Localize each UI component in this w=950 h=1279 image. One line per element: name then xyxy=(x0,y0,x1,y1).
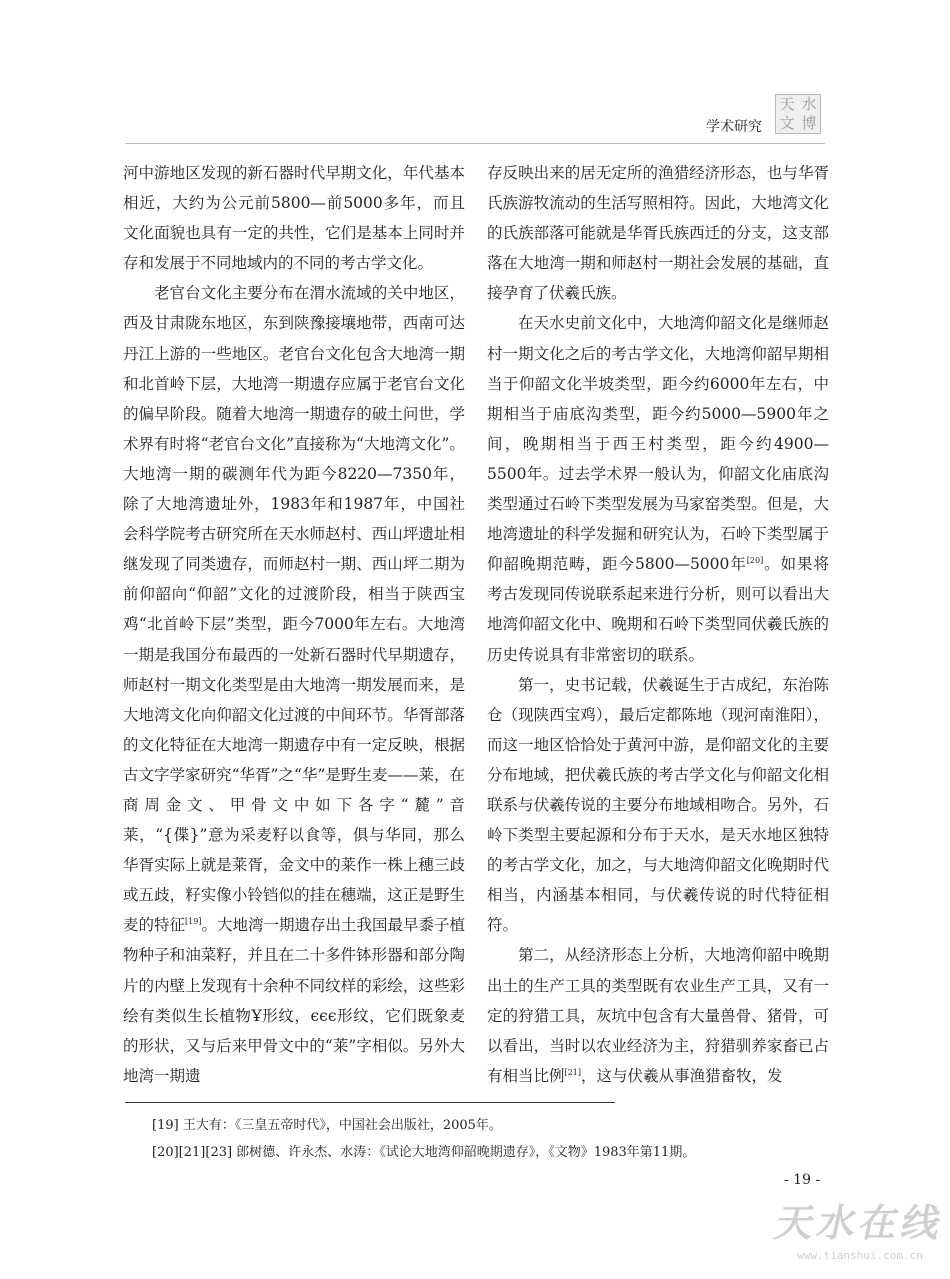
left-column xyxy=(123,158,465,1091)
section-label: 学术研究 xyxy=(706,119,762,135)
footnote: [20][21][23] 郎树德、许永杰、水涛：《试论大地湾仰韶晚期遗存》，《文物》1983年第11期。 xyxy=(152,1145,696,1160)
footnotes xyxy=(152,1112,812,1166)
paragraph: 第二，从经济形态上分析，大地湾仰韶中晚期出土的生产工具的类型既有农业生产工具，又有一定的狩猎工具，灰坑中包含有大量兽骨、猪骨，可以看出，当时以农业经济为主，狩猎驯养家畜已占有相当比例[21]，这与伏羲从事渔猎畜牧，发 xyxy=(487,946,829,1085)
footnote: [19] 王大有：《三皇五帝时代》，中国社会出版社，2005年。 xyxy=(152,1118,502,1133)
header-divider xyxy=(125,143,825,144)
paragraph: 河中游地区发现的新石器时代早期文化，年代基本相近，大约为公元前5800—前5000多年，而且文化面貌也具有一定的共性，它们是基本上同时并存和发展于不同地域内的不同的考古学文化。 xyxy=(123,164,465,273)
paragraph: 在天水史前文化中，大地湾仰韶文化是继师赵村一期文化之后的考古学文化，大地湾仰韶早期相当于仰韶文化半坡类型，距今约6000年左右，中期相当于庙底沟类型，距今约5000—5900年之间，晚期相当于西王村类型，距今约4900—5500年。过去学术界一般认为，仰韶文化庙底沟类型通过石岭下类型发展为马家窑类型。但是，大地湾遗址的科学发掘和研究认为，石岭下类型属于仰韶晚期范畴，距今5800—5000年[20]。如果将考古发现同传说联系起来进行分析，则可以看出大地湾仰韶文化中、晚期和石岭下类型同伏羲氏族的历史传说具有非常密切的联系。 xyxy=(487,314,829,664)
journal-logo: 天 水 文 博 xyxy=(775,94,821,134)
right-column xyxy=(487,158,829,1091)
footnote-divider xyxy=(125,1102,615,1103)
paragraph: 老官台文化主要分布在渭水流域的关中地区，西及甘肃陇东地区，东到陕豫接壤地带，西南可达丹江上游的一些地区。老官台文化包含大地湾一期和北首岭下层，大地湾一期遗存应属于老官台文化的偏早阶段。随着大地湾一期遗存的破土问世，学术界有时将“老官台文化”直接称为“大地湾文化”。大地湾一期的碳测年代为距今8220—7350年，除了大地湾遗址外，1983年和1987年，中国社会科学院考古研究所在天水师赵村、西山坪遗址相继发现了同类遗存，而师赵村一期、西山坪二期为前仰韶向“仰韶”文化的过渡阶段，相当于陕西宝鸡“北首岭下层”类型，距今7000年左右。大地湾一期是我国分布最西的一处新石器时代早期遗存，师赵村一期文化类型是由大地湾一期发展而来，是大地湾文化向仰韶文化过渡的中间环节。华胥部落的文化特征在大地湾一期遗存中有一定反映，根据古文字学家研究“华胥”之“华”是野生麦——莱，在商周金文、甲骨文中如下各字“麓”音莱，“{偞}”意为采麦籽以食等，俱与华同，那么华胥实际上就是莱胥，金文中的莱作一株上穗三歧或五歧，籽实像小铃铛似的挂在穗端，这正是野生麦的特征[19]。大地湾一期遗存出土我国最早黍子植物种子和油菜籽，并且在二十多件钵形器和部分陶片的内壁上发现有十余种不同纹样的彩绘，这些彩绘有类似生长植物Ұ形纹，ϵϵϵ形纹，它们既象麦的形状，又与后来甲骨文中的“莱”字相似。另外大地湾一期遗 xyxy=(123,284,465,1085)
site-watermark xyxy=(770,1198,950,1278)
page-number: - 19 - xyxy=(784,1172,821,1188)
paragraph: 存反映出来的居无定所的渔猎经济形态，也与华胥氏族游牧流动的生活写照相符。因此，大地湾文化的氏族部落可能就是华胥氏族西迁的分支，这支部落在大地湾一期和师赵村一期社会发展的基础，直接孕育了伏羲氏族。 xyxy=(487,164,829,303)
citation-ref: [20] xyxy=(746,556,764,566)
citation-ref: [21] xyxy=(564,1067,581,1077)
citation-ref: [19] xyxy=(185,917,202,927)
watermark-text: 天水在线 xyxy=(771,1200,949,1245)
paragraph: 第一，史书记载，伏羲诞生于古成纪，东治陈仓（现陕西宝鸡），最后定都陈地（现河南淮阳），而这一地区恰恰处于黄河中游，是仰韶文化的主要分布地域，把伏羲氏族的考古学文化与仰韶文化相联系与伏羲传说的主要分布地域相吻合。另外，石岭下类型主要起源和分布于天水，是天水地区独特的考古学文化，加之，与大地湾仰韶文化晚期时代相当，内涵基本相同，与伏羲传说的时代特征相符。 xyxy=(487,675,829,935)
watermark-url: www.tianshui.com.cn xyxy=(797,1249,923,1262)
